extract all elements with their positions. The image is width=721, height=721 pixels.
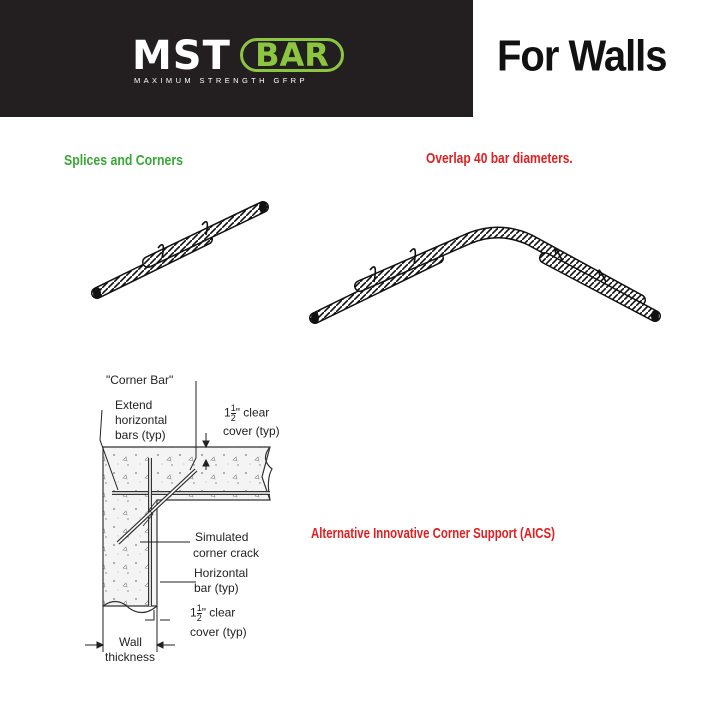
clear-cover-top-label-2: cover (typ) (223, 424, 280, 438)
horizontal-bar-label-2: bar (typ) (194, 581, 239, 595)
clear-cover-top-label: 1 $\frac{1}{2}$ " clear (224, 403, 270, 423)
aics-label: Alternative Innovative Corner Support (AICS) (311, 525, 555, 542)
page-title: For Walls (497, 32, 667, 81)
logo-bar-badge: BAR (240, 38, 344, 72)
extend-label-1: Extend (115, 398, 153, 412)
horizontal-bar-label-1: Horizontal (194, 566, 249, 580)
clear-cover-bottom-label-2: cover (typ) (190, 625, 247, 639)
crack-label-2: corner crack (193, 546, 260, 560)
splices-label: Splices and Corners (64, 152, 183, 169)
crack-label-1: Simulated (195, 530, 249, 544)
extend-label-2: horizontal (115, 413, 168, 427)
extend-label-3: bars (typ) (115, 428, 166, 442)
logo-tagline: MAXIMUM STRENGTH GFRP (134, 76, 308, 85)
wall-thickness-label-1: Wall (119, 635, 142, 649)
logo-mst-text: MST (132, 33, 231, 79)
corner-bar-label: "Corner Bar" (106, 373, 174, 387)
overlap-label: Overlap 40 bar diameters. (426, 150, 573, 167)
wall-thickness-label-2: thickness (105, 650, 156, 664)
clear-cover-bottom-label: 1 $\frac{1}{2}$ " clear (190, 603, 236, 623)
